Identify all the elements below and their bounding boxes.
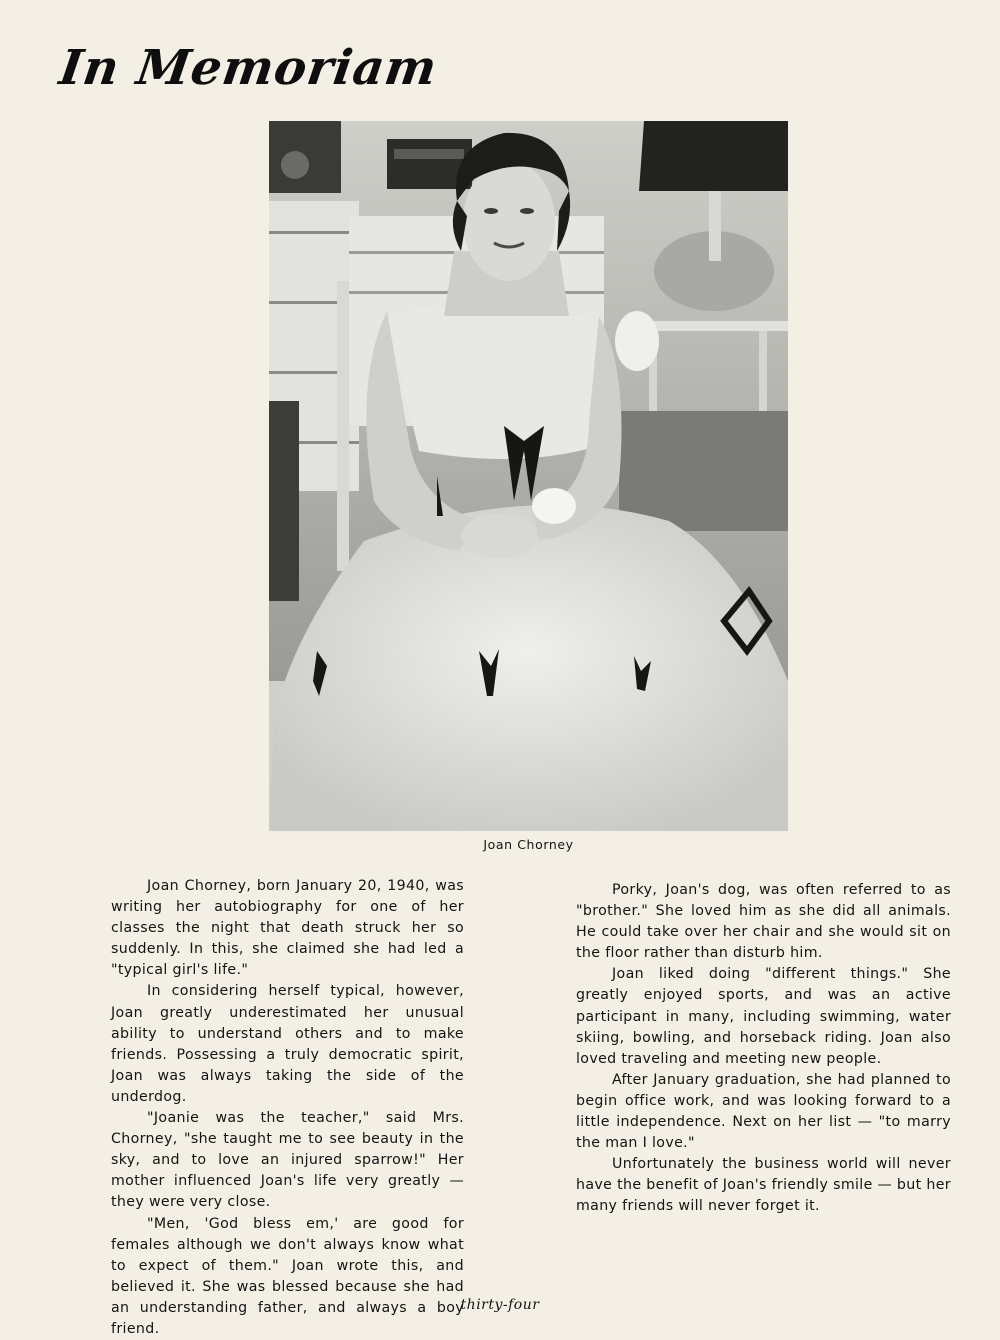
- paragraph: In considering herself typical, however, Joan greatly underestimated her unusual ability to understand others and to make friends. Possessing a truly democratic spirit, Joan was always taking the side of the underdog.: [111, 983, 464, 1105]
- article-right-column: [576, 880, 951, 1218]
- paragraph: "Joanie was the teacher," said Mrs. Chorney, "she taught me to see beauty in the sky, and to love an injured sparrow!" Her mother influenced Joan's life very greatly — they were very close.: [111, 1110, 464, 1211]
- portrait-illustration: [269, 121, 788, 831]
- paragraph: Joan Chorney, born January 20, 1940, was writing her autobiography for one of her classes the night that death struck her so suddenly. In this, she claimed she had led a "typical girl's life.": [111, 878, 464, 979]
- portrait-photo: [269, 121, 788, 831]
- paragraph: "Men, 'God bless em,' are good for females although we don't always know what to expect of them." Joan wrote this, and believed it. She was blessed because she had an understanding father, and always a boy friend.: [111, 1215, 464, 1337]
- photo-caption: Joan Chorney: [483, 837, 574, 852]
- page-title: In Memoriam: [56, 40, 441, 96]
- page-number: thirty-four: [460, 1297, 540, 1313]
- paragraph: Porky, Joan's dog, was often referred to as "brother." She loved him as she did all animals. He could take over her chair and she would sit on the floor rather than disturb him.: [576, 882, 951, 962]
- article-left-column: [111, 876, 464, 1340]
- paragraph: Joan liked doing "different things." She greatly enjoyed sports, and was an active participant in many, including swimming, water skiing, bowling, and horseback riding. Joan also loved traveling and meeting new people.: [576, 966, 951, 1067]
- paragraph: After January graduation, she had planned to begin office work, and was looking forward to a little independence. Next on her list — "to marry the man I love.": [576, 1071, 951, 1152]
- paragraph: Unfortunately the business world will never have the benefit of Joan's friendly smile — but her many friends will never forget it.: [576, 1156, 951, 1215]
